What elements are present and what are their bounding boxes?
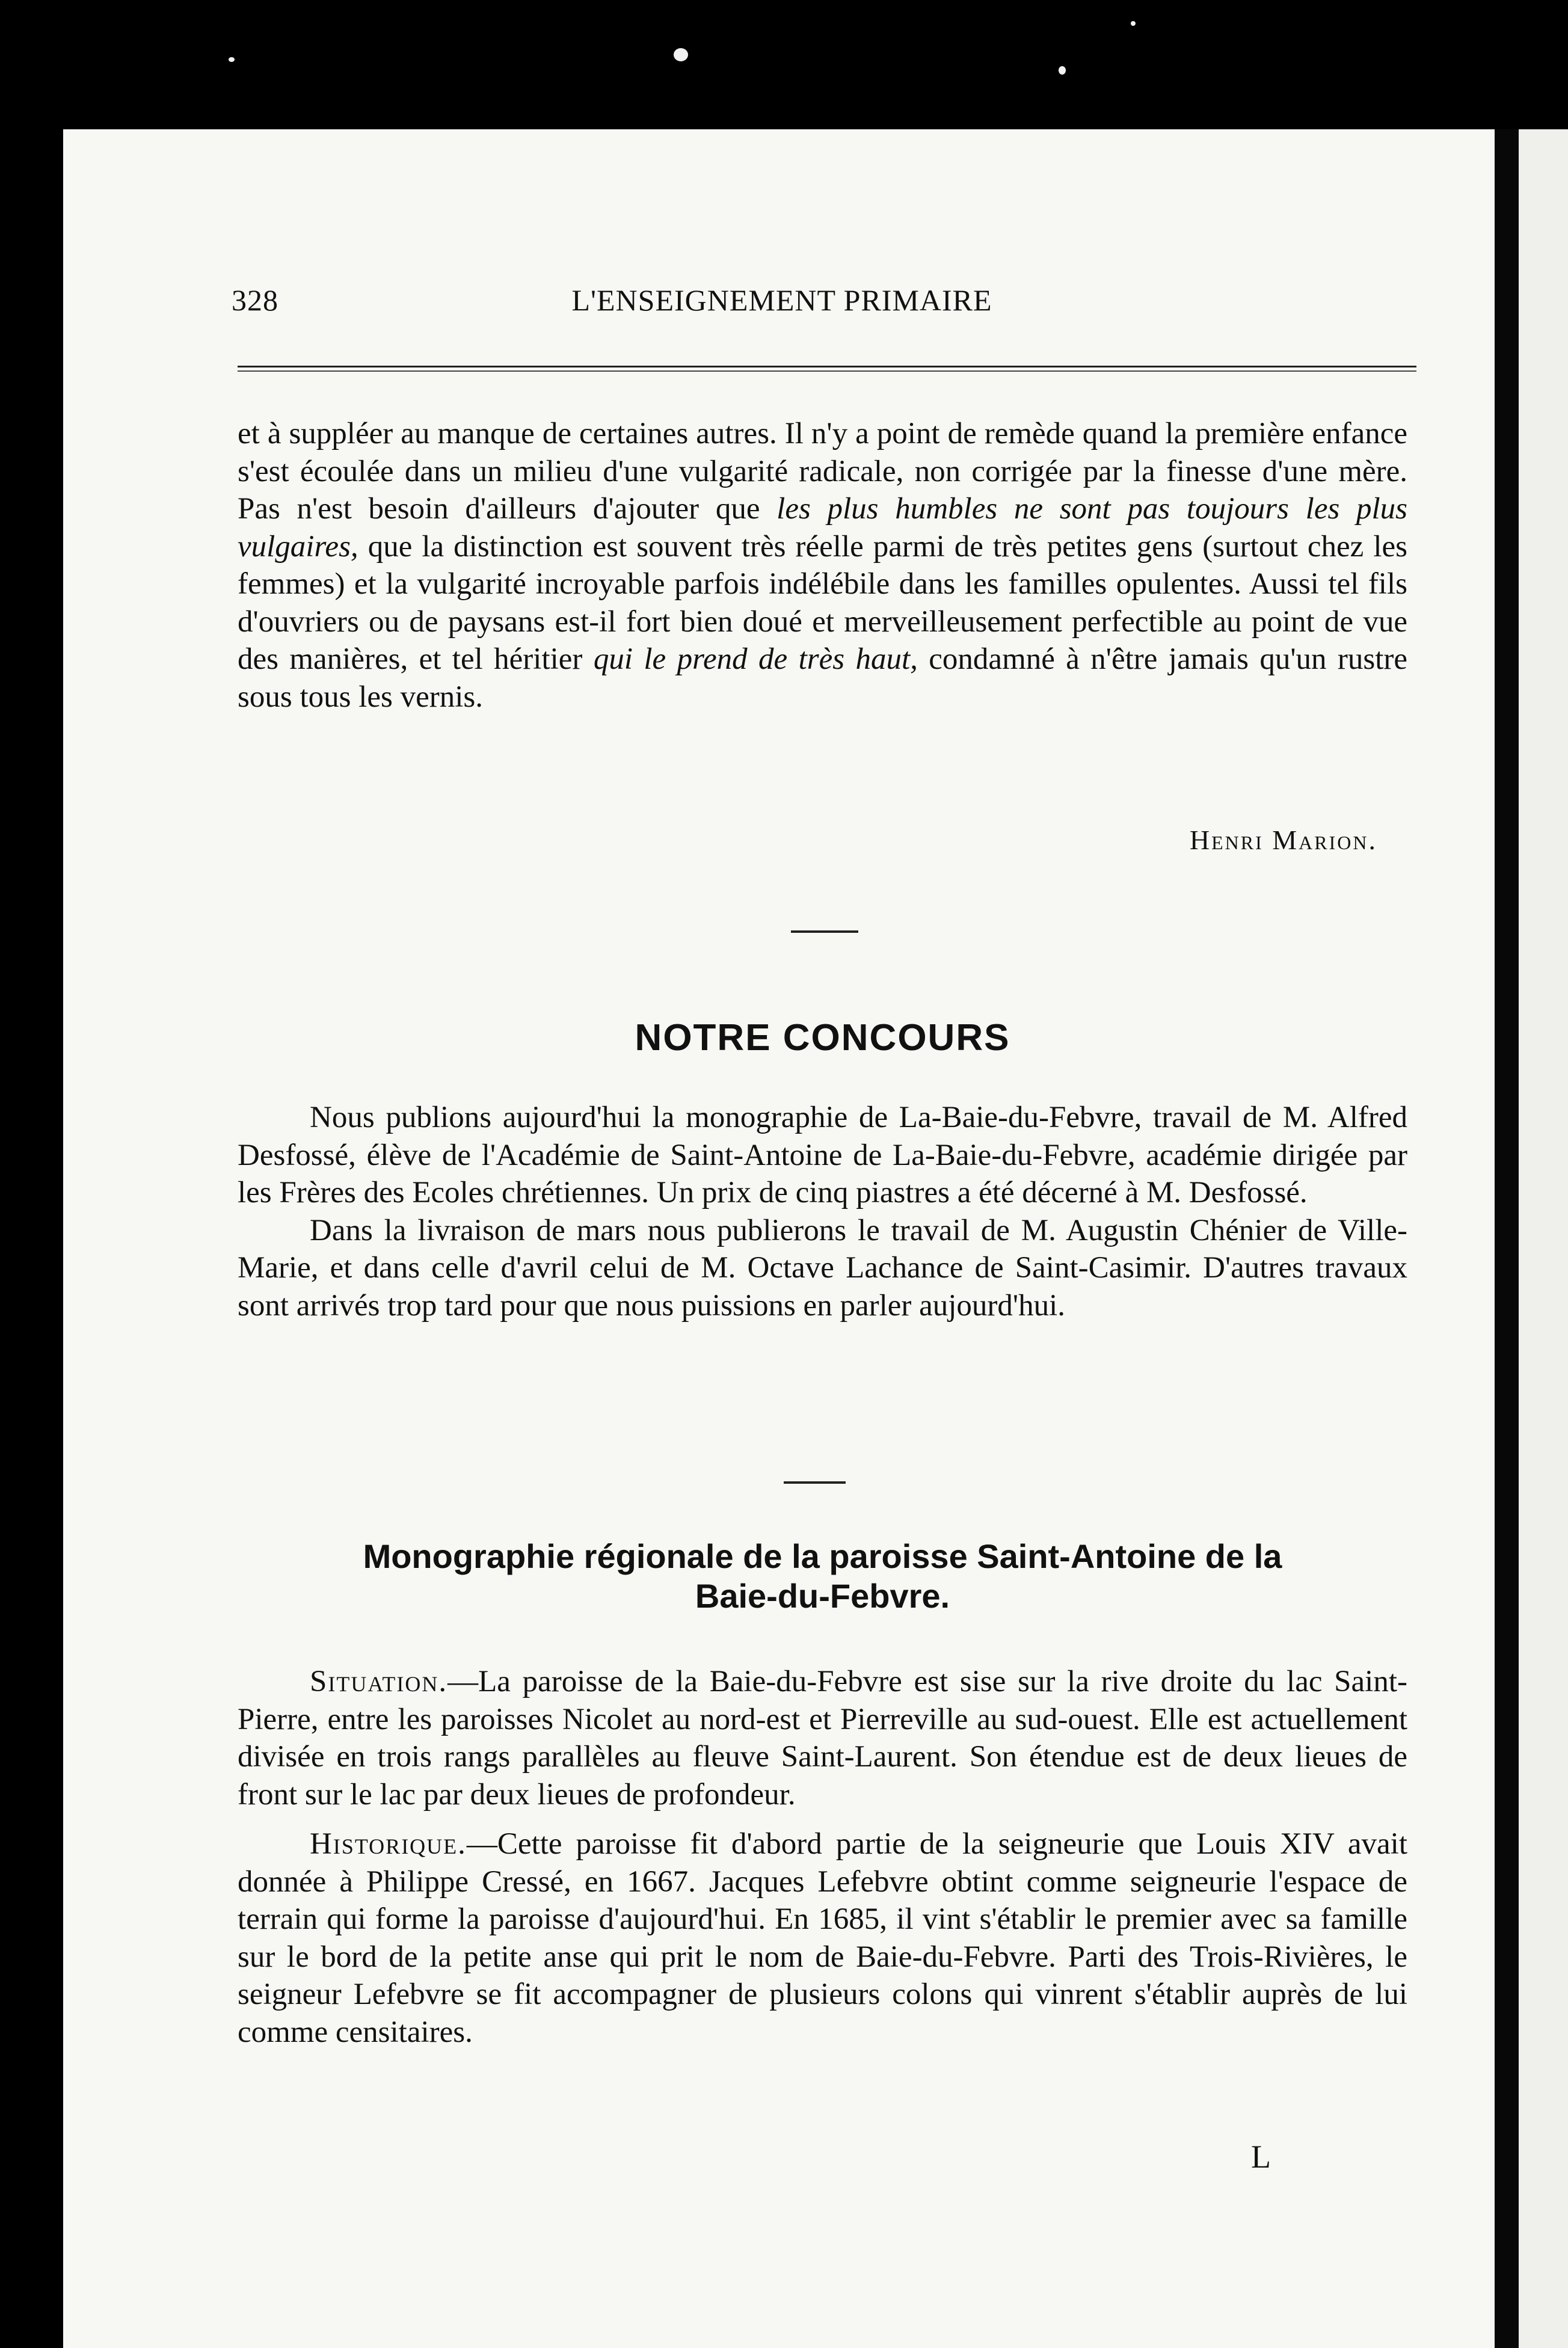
scan-speck (1059, 66, 1066, 75)
scan-speck (1131, 21, 1136, 26)
historique-paragraph (238, 1825, 1407, 2051)
intro-text: que la distinction est souvent très réelle parmi de très petites gens (surtout chez les femmes) et la vulgarité incroyable parfois indélébile dans les familles opulentes. Aussi tel fils d'ouvriers ou de paysans est-il fort bien doué et merveilleusement perfectible au point de vue des manières, et tel héritier (238, 529, 1407, 676)
page-number: 328 (232, 283, 278, 317)
section-divider (791, 930, 858, 933)
concours-paragraph: Dans la livraison de mars nous publierons le travail de M. Augustin Chénier de Ville-Marie, et dans celle d'avril celui de M. Octave Lachance de Saint-Casimir. D'autres travaux sont arrivés trop tard pour que nous puissions en parler aujourd'hui. (238, 1213, 1407, 1323)
running-title: L'ENSEIGNEMENT PRIMAIRE (571, 283, 992, 317)
section-label: Historique. (310, 1827, 467, 1861)
page-gutter (1495, 129, 1519, 2348)
monographie-body (238, 1663, 1407, 2051)
section-label: Situation. (310, 1665, 448, 1698)
scan-speck (229, 57, 235, 62)
author-signature: Henri Marion. (1189, 825, 1377, 855)
concours-title: NOTRE CONCOURS (635, 1017, 1010, 1059)
situation-paragraph (238, 1663, 1407, 1813)
section-divider (784, 1481, 846, 1484)
intro-emphasis: les plus humbles ne sont pas toujours les plus vulgaires, (238, 492, 1408, 564)
concours-paragraph: Nous publions aujourd'hui la monographie de La-Baie-du-Febvre, travail de M. Alfred Desfossé, élève de l'Académie de Saint-Antoine de La-Baie-du-Febvre, académie dirigée par les Frères des Ecoles chrétiennes. Un prix de cinq piastres a été décerné à M. Desfossé. (238, 1101, 1407, 1209)
intro-emphasis: qui le prend de très haut, (593, 642, 918, 676)
monographie-title (238, 1537, 1407, 1616)
catchword-mark: L (1251, 2139, 1271, 2175)
scan-speck (674, 48, 688, 61)
monographie-title-line: Monographie régionale de la paroisse Saint-Antoine de la (363, 1537, 1282, 1575)
facing-page-edge (1519, 129, 1568, 2348)
intro-paragraph (238, 415, 1407, 716)
monographie-title-line: Baie-du-Febvre. (695, 1577, 950, 1615)
header-rule (238, 366, 1416, 372)
section-text: —La paroisse de la Baie-du-Febvre est sise sur la rive droite du lac Saint-Pierre, entre les paroisses Nicolet au nord-est et Pierreville au sud-ouest. Elle est actuellement divisée en trois rangs parallèles au fleuve Saint-Laurent. Son étendue est de deux lieues de front sur le lac par deux lieues de profondeur. (238, 1665, 1407, 1812)
concours-body (238, 1099, 1407, 1324)
section-text: —Cette paroisse fit d'abord partie de la seigneurie que Louis XIV avait donnée à Philippe Cressé, en 1667. Jacques Lefebvre obtint comme seigneurie l'espace de terrain qui forme la paroisse d'aujourd'hui. En 1685, il vint s'établir le premier avec sa famille sur le bord de la petite anse qui prit le nom de Baie-du-Febvre. Parti des Trois-Rivières, le seigneur Lefebvre se fit accompagner de plusieurs colons qui vinrent s'établir auprès de lui comme censitaires. (238, 1827, 1407, 2049)
intro-text: condamné à n'être jamais qu'un rustre sous tous les vernis. (238, 642, 1408, 714)
intro-text: et à suppléer au manque de certaines autres. Il n'y a point de remède quand la première enfance s'est écoulée dans un milieu d'une vulgarité radicale, non corrigée par la finesse d'une mère. Pas n'est besoin d'ailleurs d'ajouter que (238, 417, 1407, 526)
